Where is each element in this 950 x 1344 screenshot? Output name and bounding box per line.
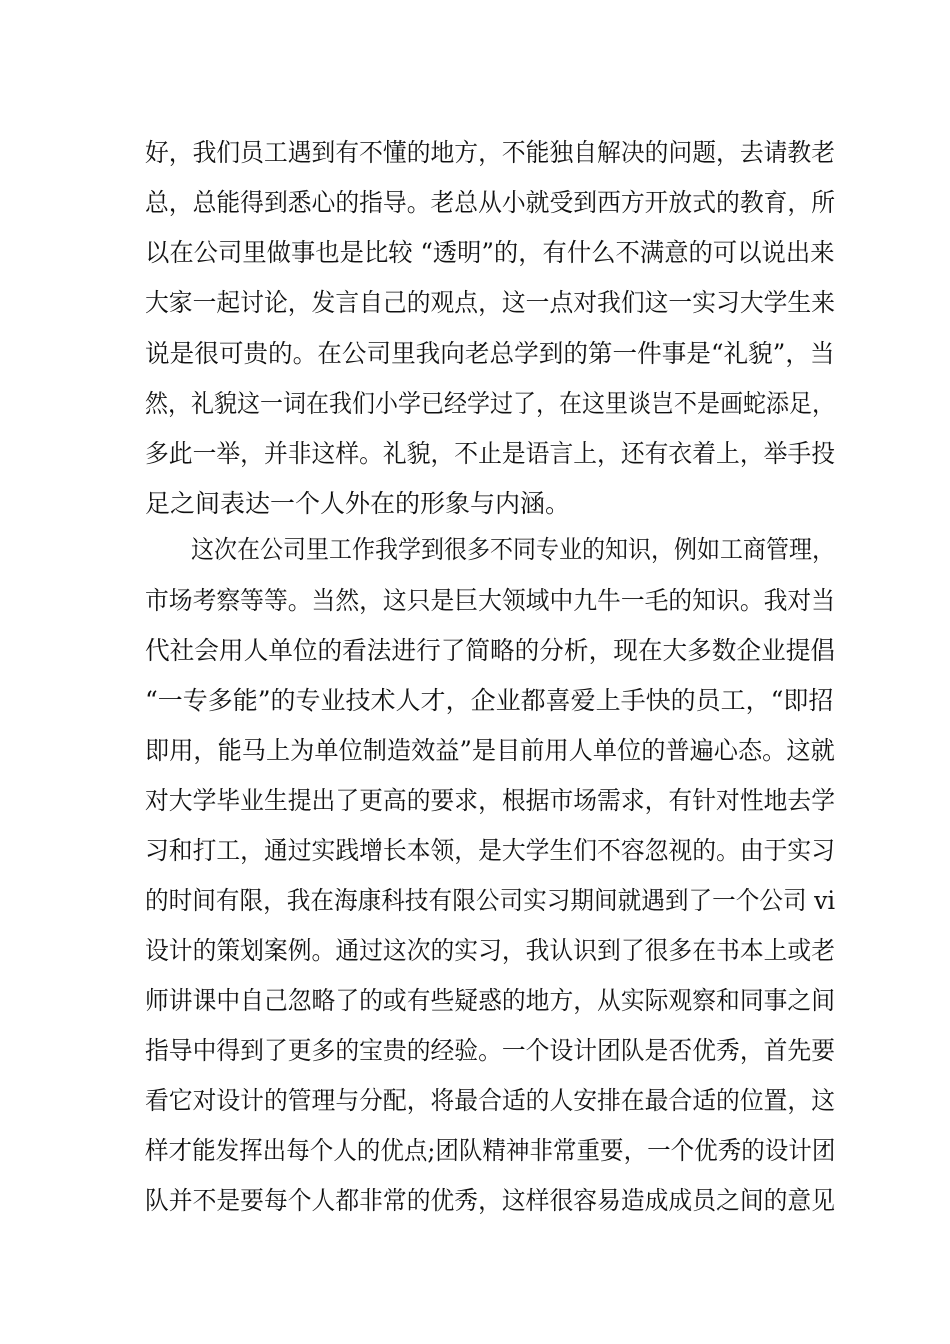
paragraph-2-line-6: 对大学毕业生提出了更高的要求，根据市场需求，有针对性地去学 — [145, 786, 835, 815]
paragraph-1-line-6: 然，礼貌这一词在我们小学已经学过了，在这里谈岂不是画蛇添足， — [145, 389, 836, 418]
paragraph-1-line-8: 足之间表达一个人外在的形象与内涵。 — [145, 489, 571, 518]
paragraph-1-line-3: 以在公司里做事也是比较 “透明”的，有什么不满意的可以说出来 — [145, 238, 835, 267]
paragraph-2-line-1: 这次在公司里工作我学到很多不同专业的知识，例如工商管理， — [145, 535, 836, 564]
paragraph-1-line-1: 好，我们员工遇到有不懂的地方，不能独自解决的问题，去请教老 — [145, 138, 835, 167]
paragraph-2-line-12: 看它对设计的管理与分配，将最合适的人安排在最合适的位置，这 — [145, 1086, 835, 1115]
paragraph-2-line-13: 样才能发挥出每个人的优点;团队精神非常重要，一个优秀的设计团 — [145, 1136, 836, 1165]
paragraph-2-line-3: 代社会用人单位的看法进行了简略的分析，现在大多数企业提倡 — [145, 636, 836, 665]
paragraph-2-line-4: “一专多能”的专业技术人才，企业都喜爱上手快的员工，“即招 — [145, 686, 834, 715]
paragraph-1-line-2: 总，总能得到悉心的指导。老总从小就受到西方开放式的教育，所 — [145, 188, 835, 217]
paragraph-2-line-7: 习和打工，通过实践增长本领，是大学生们不容忽视的。由于实习 — [145, 836, 835, 865]
paragraph-1-line-7: 多此一举，并非这样。礼貌，不止是语言上，还有衣着上，举手投 — [145, 439, 835, 468]
paragraph-1-line-4: 大家一起讨论，发言自己的观点，这一点对我们这一实习大学生来 — [145, 288, 835, 317]
paragraph-1-line-5: 说是很可贵的。在公司里我向老总学到的第一件事是“礼貌”，当 — [145, 339, 835, 368]
paragraph-2-line-5: 即用，能马上为单位制造效益”是目前用人单位的普遍心态。这就 — [145, 736, 835, 765]
paragraph-2-line-9: 设计的策划案例。通过这次的实习，我认识到了很多在书本上或老 — [145, 936, 835, 965]
paragraph-2-line-10: 师讲课中自己忽略了的或有些疑惑的地方，从实际观察和同事之间 — [145, 986, 835, 1015]
paragraph-2-line-11: 指导中得到了更多的宝贵的经验。一个设计团队是否优秀，首先要 — [145, 1036, 835, 1065]
paragraph-2-line-2: 市场考察等等。当然，这只是巨大领域中九牛一毛的知识。我对当 — [145, 586, 835, 615]
paragraph-2-line-14: 队并不是要每个人都非常的优秀，这样很容易造成成员之间的意见 — [145, 1186, 835, 1215]
paragraph-2-line-8: 的时间有限，我在海康科技有限公司实习期间就遇到了一个公司 vi — [145, 886, 836, 915]
